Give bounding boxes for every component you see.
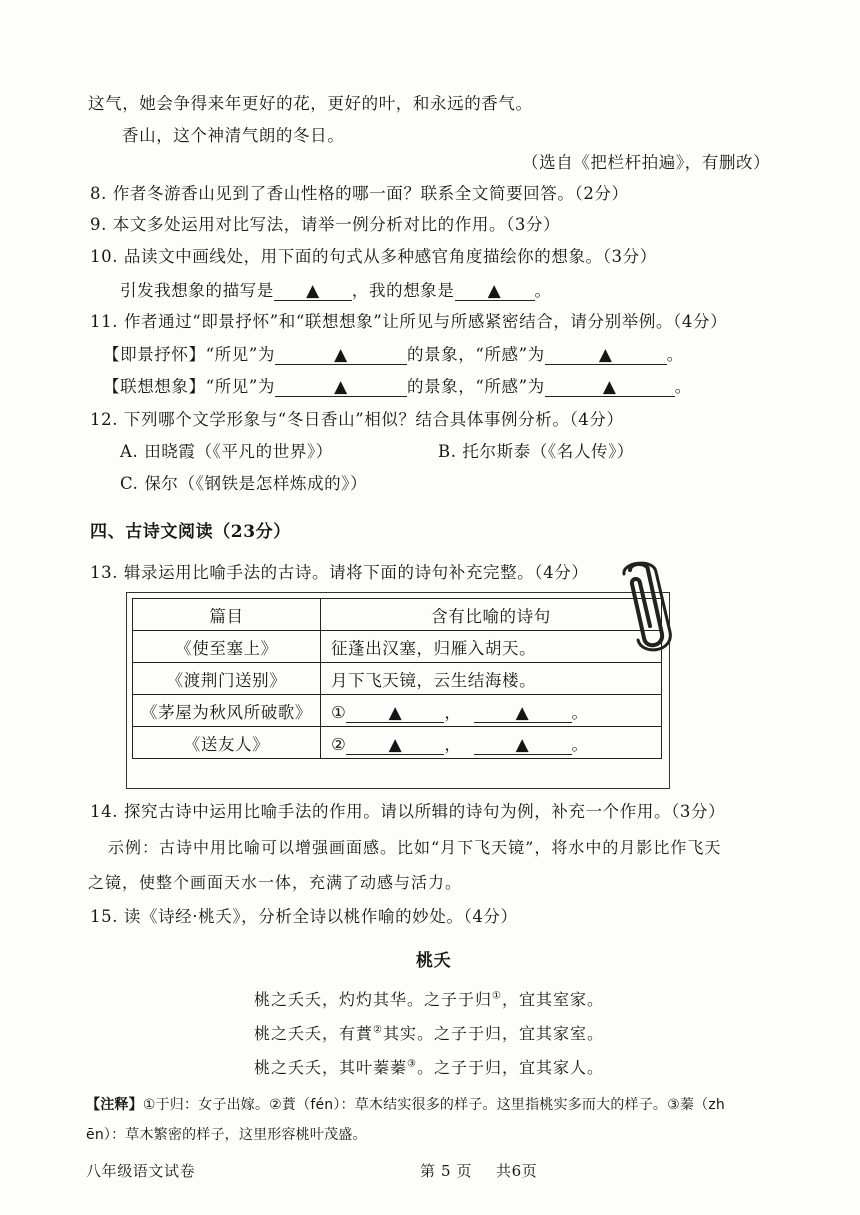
header-line: 含有比喻的诗句	[321, 599, 662, 631]
q11-mid-1: 的景象，“所感”为	[406, 345, 545, 364]
poem-line-2: 桃之夭夭，有蕡②其实。之子于归，宜其家室。	[254, 1024, 604, 1043]
q14-example-1: 示例：古诗中用比喻可以增强画面感。比如“月下飞天镜”，将水中的月影比作飞天	[108, 838, 722, 857]
q10-prompt-a: 引发我想象的描写是	[120, 281, 274, 300]
section-heading: 四、古诗文阅读（23分）	[90, 522, 291, 542]
row-title: 《茅屋为秋风所破歌》	[133, 695, 321, 727]
comma: ，	[444, 734, 462, 754]
table-header-row	[133, 599, 662, 631]
table-row	[133, 663, 662, 695]
question-10: 10. 品读文中画线处，用下面的句式从多种感官角度描绘你的想象。（3分）	[90, 247, 657, 266]
annotation-text-1: ①于归：女子出嫁。②蕡（fén）：草木结实很多的样子。这里指桃实多而大的样子。③蓁（zh	[142, 1097, 725, 1113]
row-title: 《送友人》	[133, 727, 321, 759]
q12-option-a: A. 田晓霞（《平凡的世界》）	[120, 442, 333, 461]
q11-mid-2: 的景象，“所感”为	[406, 377, 545, 396]
table-row	[133, 727, 662, 759]
poem-table	[132, 598, 662, 759]
answer-blank-q10-2[interactable]: ▲	[455, 282, 535, 301]
period: 。	[674, 377, 692, 396]
answer-blank-q11-3[interactable]: ▲	[275, 378, 407, 397]
circle-number: ①	[331, 702, 347, 722]
row-line: 月下飞天镜，云生结海楼。	[321, 663, 662, 695]
footer-left: 八年级语文试卷	[86, 1162, 196, 1180]
q11-row-2	[103, 376, 692, 398]
question-9: 9. 本文多处运用对比写法，请举一例分析对比的作用。（3分）	[90, 215, 561, 234]
q11-row-1	[103, 344, 684, 366]
answer-blank-q11-1[interactable]: ▲	[275, 346, 407, 365]
row-line: 征蓬出汉塞，归雁入胡天。	[321, 631, 662, 663]
period: 。	[666, 345, 684, 364]
footer-total: 共6页	[496, 1162, 538, 1180]
period: 。	[534, 281, 552, 300]
passage-line-2: 香山，这个神清气朗的冬日。	[122, 126, 345, 145]
poem-line-1: 桃之夭夭，灼灼其华。之子于归①，宜其室家。	[254, 990, 604, 1009]
q12-option-b: B. 托尔斯泰（《名人传》）	[438, 442, 635, 461]
answer-blank-q11-2[interactable]: ▲	[545, 346, 667, 365]
period: 。	[571, 702, 589, 722]
header-title: 篇目	[133, 599, 321, 631]
question-13: 13. 辑录运用比喻手法的古诗。请将下面的诗句补充完整。（4分）	[90, 563, 589, 582]
question-14: 14. 探究古诗中运用比喻手法的作用。请以所辑的诗句为例，补充一个作用。（3分）	[90, 802, 726, 821]
answer-blank-q13-2[interactable]: ▲	[474, 704, 572, 723]
annotation-line-1	[86, 1094, 725, 1116]
q14-example-2: 之镜，使整个画面天水一体，充满了动感与活力。	[88, 873, 463, 892]
q11-tag-1: 【即景抒怀】“所见”为	[103, 345, 275, 364]
answer-blank-q13-4[interactable]: ▲	[474, 736, 572, 755]
comma: ，	[444, 702, 462, 722]
question-8: 8. 作者冬游香山见到了香山性格的哪一面？联系全文简要回答。（2分）	[90, 184, 629, 203]
paper-clip-icon	[618, 560, 680, 652]
q12-option-c: C. 保尔（《钢铁是怎样炼成的》）	[120, 474, 368, 493]
answer-blank-q10-1[interactable]: ▲	[274, 282, 352, 301]
table-row	[133, 631, 662, 663]
row-line	[321, 695, 662, 727]
period: 。	[571, 734, 589, 754]
question-12: 12. 下列哪个文学形象与“冬日香山”相似？结合具体事例分析。（4分）	[90, 410, 624, 429]
passage-source: （选自《把栏杆拍遍》，有删改）	[522, 153, 771, 172]
q10-prompt-b: ，我的想象是	[351, 281, 455, 300]
answer-blank-q11-4[interactable]: ▲	[545, 378, 675, 397]
poem-title: 桃夭	[416, 951, 452, 971]
table-row	[133, 695, 662, 727]
annotation-label: 【注释】	[86, 1097, 143, 1113]
circle-number: ②	[331, 734, 347, 754]
answer-blank-q13-1[interactable]: ▲	[346, 704, 444, 723]
poem-line-3: 桃之夭夭，其叶蓁蓁③。之子于归，宜其家人。	[254, 1058, 604, 1077]
annotation-line-2: ēn）：草木繁密的样子，这里形容桃叶茂盛。	[86, 1127, 367, 1143]
footer-page: 第 5 页	[420, 1162, 473, 1180]
passage-line-1: 这气，她会争得来年更好的花，更好的叶，和永远的香气。	[88, 94, 533, 113]
answer-blank-q13-3[interactable]: ▲	[346, 736, 444, 755]
row-title: 《使至塞上》	[133, 631, 321, 663]
question-11: 11. 作者通过“即景抒怀”和“联想想象”让所见与所感紧密结合，请分别举例。（4分）	[90, 312, 728, 331]
question-15: 15. 读《诗经·桃夭》，分析全诗以桃作喻的妙处。（4分）	[90, 907, 518, 926]
q10-answer-line	[120, 280, 552, 302]
row-line	[321, 727, 662, 759]
row-title: 《渡荆门送别》	[133, 663, 321, 695]
q11-tag-2: 【联想想象】“所见”为	[103, 377, 275, 396]
